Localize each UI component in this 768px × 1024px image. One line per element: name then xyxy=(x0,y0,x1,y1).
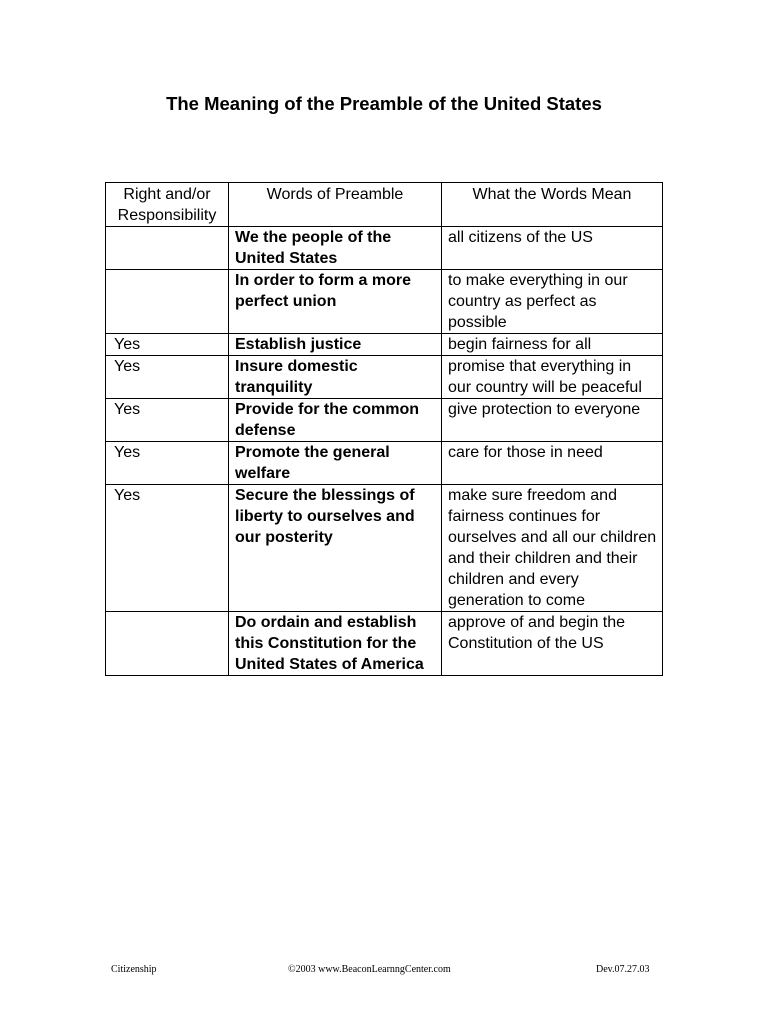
preamble-table xyxy=(105,182,663,676)
preamble-words-cell: We the people of the United States xyxy=(229,227,442,270)
meaning-cell: promise that everything in our country will be peaceful xyxy=(442,356,663,399)
table-row xyxy=(106,442,663,485)
preamble-words-cell: Establish justice xyxy=(229,334,442,356)
responsibility-cell xyxy=(106,270,229,334)
table-row xyxy=(106,485,663,612)
responsibility-cell xyxy=(106,227,229,270)
responsibility-cell: Yes xyxy=(106,399,229,442)
preamble-words-cell: Insure domestic tranquility xyxy=(229,356,442,399)
table-row xyxy=(106,270,663,334)
footer-subject: Citizenship xyxy=(111,964,157,975)
responsibility-cell: Yes xyxy=(106,334,229,356)
preamble-words-cell: In order to form a more perfect union xyxy=(229,270,442,334)
footer-version: Dev.07.27.03 xyxy=(596,964,650,975)
preamble-words-cell: Do ordain and establish this Constitution for the United States of America xyxy=(229,612,442,676)
meaning-cell: to make everything in our country as perfect as possible xyxy=(442,270,663,334)
meaning-cell: approve of and begin the Constitution of the US xyxy=(442,612,663,676)
meaning-cell: care for those in need xyxy=(442,442,663,485)
meaning-cell: give protection to everyone xyxy=(442,399,663,442)
preamble-words-cell: Provide for the common defense xyxy=(229,399,442,442)
responsibility-cell: Yes xyxy=(106,442,229,485)
header-words: Words of Preamble xyxy=(229,183,442,227)
table-row xyxy=(106,612,663,676)
preamble-words-cell: Secure the blessings of liberty to ourselves and our posterity xyxy=(229,485,442,612)
responsibility-cell xyxy=(106,612,229,676)
preamble-words-cell: Promote the general welfare xyxy=(229,442,442,485)
header-responsibility: Right and/or Responsibility xyxy=(106,183,229,227)
footer-copyright: ©2003 www.BeaconLearnngCenter.com xyxy=(288,964,451,975)
table-row xyxy=(106,399,663,442)
page-title: The Meaning of the Preamble of the United States xyxy=(166,93,602,114)
meaning-cell: make sure freedom and fairness continues for ourselves and all our children and their children and their children and every generation to come xyxy=(442,485,663,612)
meaning-cell: begin fairness for all xyxy=(442,334,663,356)
meaning-cell: all citizens of the US xyxy=(442,227,663,270)
responsibility-cell: Yes xyxy=(106,485,229,612)
table-row xyxy=(106,334,663,356)
table-header-row xyxy=(106,183,663,227)
header-meaning: What the Words Mean xyxy=(442,183,663,227)
table-row xyxy=(106,227,663,270)
responsibility-cell: Yes xyxy=(106,356,229,399)
table-row xyxy=(106,356,663,399)
